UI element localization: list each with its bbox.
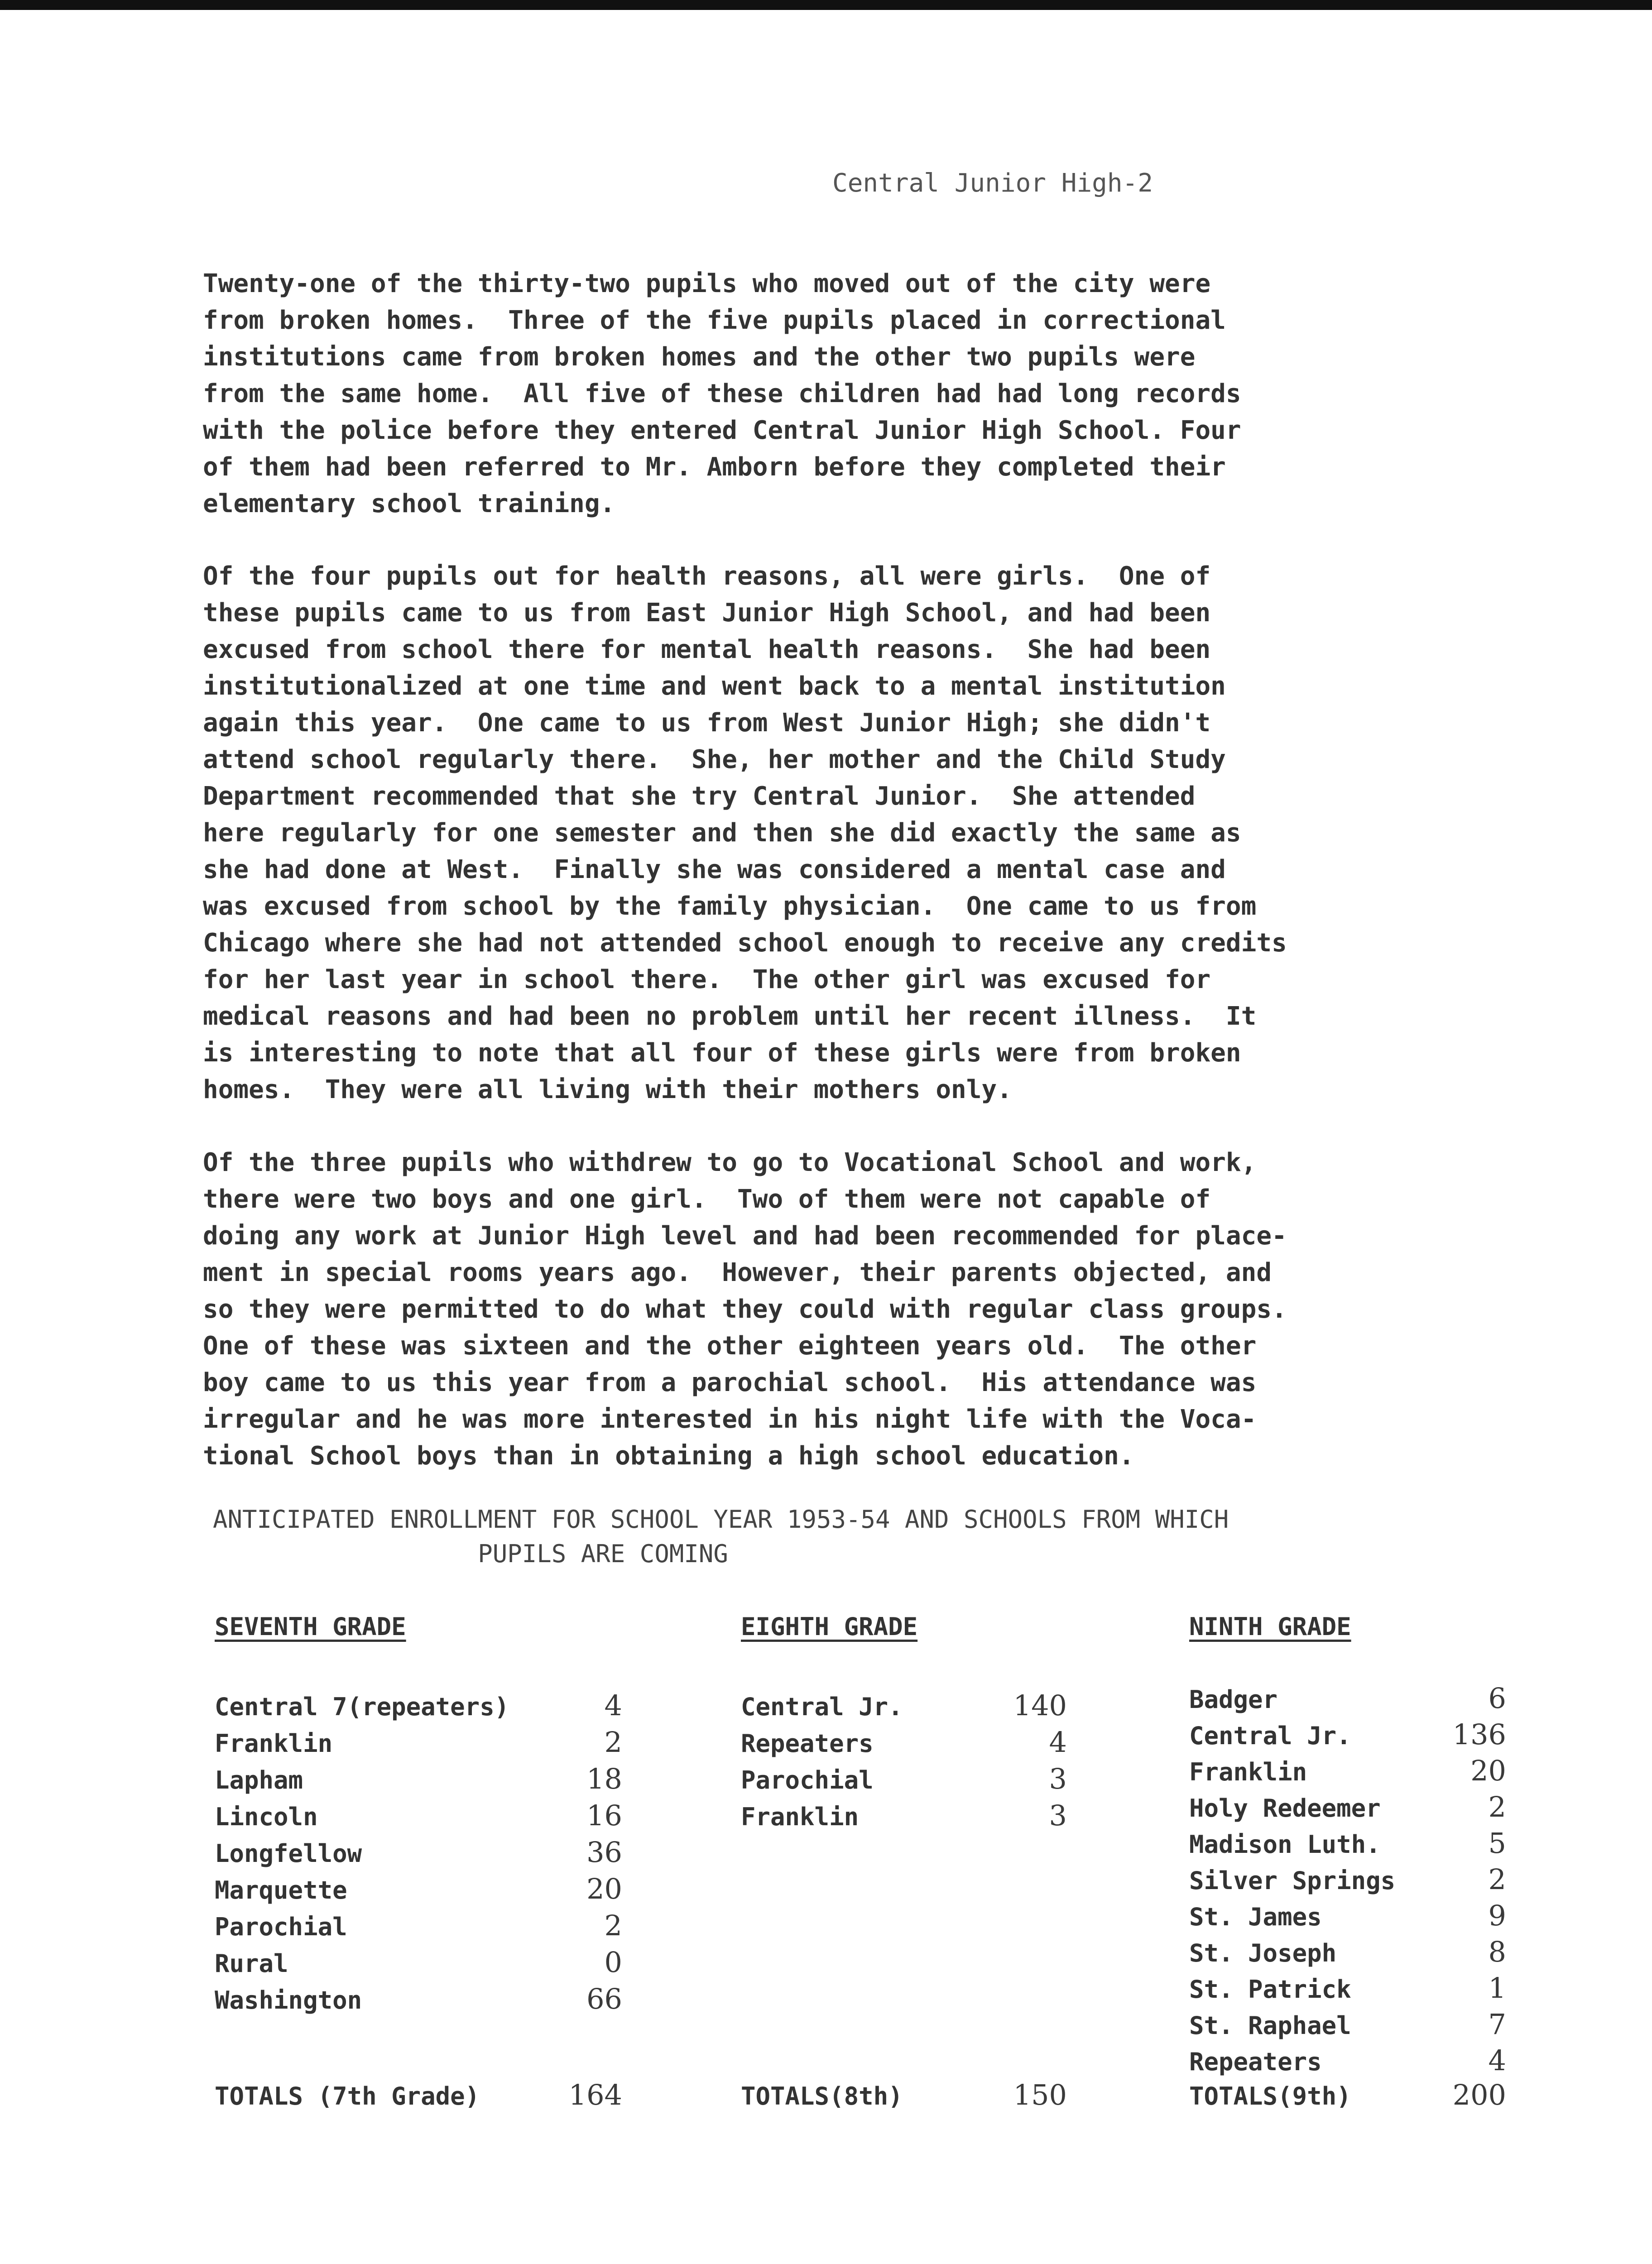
school-name: Franklin (215, 1729, 333, 1758)
ninth-grade-heading: NINTH GRADE (1189, 1612, 1351, 1641)
school-name: Washington (215, 1986, 362, 2015)
total-label: TOTALS (7th Grade) (215, 2082, 480, 2111)
pupil-count: 8 (1488, 1935, 1506, 1968)
seventh-grade-total (215, 2078, 622, 2111)
school-name: Franklin (741, 1803, 859, 1831)
page-header: Central Junior High-2 (832, 168, 1153, 198)
pupil-count: 140 (1013, 1689, 1067, 1722)
pupil-count: 20 (586, 1872, 622, 1905)
enrollment-row (1189, 1899, 1506, 1935)
enrollment-row (1189, 1863, 1506, 1899)
enrollment-row (215, 1799, 622, 1836)
enrollment-row (741, 1689, 1067, 1726)
enrollment-row (1189, 1790, 1506, 1827)
total-label: TOTALS(8th) (741, 2082, 903, 2111)
paragraph-vocational-school: Of the three pupils who withdrew to go to Vocational School and work, there were two boys and one girl. Two of them were not capable of doing any work at Junior High level and had been recommended for place- ment in special rooms years ago. However, their parents objected, and so they were permitted to do what they could with regular class groups. One of these was sixteen and the other eighteen years old. The other boy came to us this year from a parochial school. His attendance was irregular and he was more interested in his night life with the Voca- tional School boys than in obtaining a high school education. (203, 1148, 1287, 1471)
enrollment-row (1189, 2044, 1506, 2080)
pupil-count: 16 (586, 1799, 622, 1832)
school-name: Central 7(repeaters) (215, 1693, 509, 1721)
total-label: TOTALS(9th) (1189, 2082, 1351, 2111)
enrollment-row (1189, 1971, 1506, 2008)
enrollment-row (1189, 1682, 1506, 1718)
school-name: Repeaters (741, 1729, 874, 1758)
enrollment-row (1189, 1754, 1506, 1790)
pupil-count: 3 (1049, 1799, 1067, 1832)
school-name: St. Patrick (1189, 1975, 1351, 2004)
eighth-grade-list (741, 1689, 1067, 1836)
enrollment-row (1189, 1718, 1506, 1754)
pupil-count: 4 (1049, 1726, 1067, 1759)
enrollment-row (215, 1872, 622, 1909)
pupil-count: 2 (604, 1726, 622, 1759)
enrollment-row (215, 1836, 622, 1872)
pupil-count: 136 (1452, 1718, 1506, 1751)
school-name: Rural (215, 1949, 288, 1978)
school-name: Badger (1189, 1685, 1278, 1714)
enrollment-row (215, 1726, 622, 1762)
school-name: Franklin (1189, 1758, 1307, 1786)
paragraph-moved-out: Twenty-one of the thirty-two pupils who moved out of the city were from broken homes. Three of the five pupils placed in correctional institutions came from broken homes and the other two pupils were from the same home. All five of these children had had long records with the police before they entered Central Junior High School. Four of them had been referred to Mr. Amborn before they completed their elementary school training. (203, 269, 1241, 518)
scan-top-border (0, 0, 1652, 10)
school-name: Marquette (215, 1876, 347, 1904)
total-count: 200 (1452, 2078, 1506, 2111)
ninth-grade-list (1189, 1682, 1506, 2080)
pupil-count: 1 (1488, 1971, 1506, 2005)
pupil-count: 2 (1488, 1790, 1506, 1823)
pupil-count: 7 (1488, 2008, 1506, 2041)
school-name: Central Jr. (741, 1693, 903, 1721)
pupil-count: 36 (586, 1836, 622, 1869)
pupil-count: 0 (604, 1946, 622, 1979)
pupil-count: 4 (1488, 2044, 1506, 2077)
enrollment-row (215, 1689, 622, 1726)
eighth-grade-heading: EIGHTH GRADE (741, 1612, 918, 1641)
school-name: Longfellow (215, 1839, 362, 1868)
pupil-count: 9 (1488, 1899, 1506, 1932)
eighth-grade-total (741, 2078, 1067, 2111)
seventh-grade-heading: SEVENTH GRADE (215, 1612, 406, 1641)
school-name: Holy Redeemer (1189, 1794, 1381, 1823)
school-name: St. Joseph (1189, 1939, 1337, 1967)
ninth-grade-total (1189, 2078, 1506, 2111)
school-name: Lincoln (215, 1803, 318, 1831)
school-name: Central Jr. (1189, 1722, 1351, 1750)
school-name: Madison Luth. (1189, 1830, 1381, 1859)
enrollment-row (215, 1982, 622, 2019)
enrollment-row (1189, 1935, 1506, 1971)
enrollment-row (1189, 1827, 1506, 1863)
enrollment-row (741, 1762, 1067, 1799)
enrollment-row (215, 1909, 622, 1946)
total-count: 150 (1013, 2078, 1067, 2111)
pupil-count: 2 (604, 1909, 622, 1942)
school-name: Parochial (741, 1766, 874, 1794)
total-count: 164 (568, 2078, 622, 2111)
enrollment-heading: ANTICIPATED ENROLLMENT FOR SCHOOL YEAR 1953-54 AND SCHOOLS FROM WHICH PUPILS ARE COMING (213, 1505, 1229, 1568)
school-name: Parochial (215, 1913, 347, 1941)
enrollment-row (1189, 2008, 1506, 2044)
school-name: Silver Springs (1189, 1866, 1396, 1895)
enrollment-row (215, 1762, 622, 1799)
pupil-count: 20 (1470, 1754, 1506, 1787)
paragraph-health-reasons: Of the four pupils out for health reasons, all were girls. One of these pupils came to us from East Junior High School, and had been excused from school there for mental health reasons. She had been institutionalized at one time and went back to a mental institution again this year. One came to us from West Junior High; she didn't attend school regularly there. She, her mother and the Child Study Department recommended that she try Central Junior. She attended here regularly for one semester and then she did exactly the same as she had done at West. Finally she was considered a mental case and was excused from school by the family physician. One came to us from Chicago where she had not attended school enough to receive any credits for her last year in school there. The other girl was excused for medical reasons and had been no problem until her recent illness. It is interesting to note that all four of these girls were from broken homes. They were all living with their mothers only. (203, 561, 1287, 1104)
pupil-count: 5 (1488, 1827, 1506, 1860)
pupil-count: 18 (586, 1762, 622, 1795)
pupil-count: 3 (1049, 1762, 1067, 1795)
pupil-count: 4 (604, 1689, 622, 1722)
pupil-count: 6 (1488, 1682, 1506, 1715)
enrollment-row (741, 1726, 1067, 1762)
enrollment-row (741, 1799, 1067, 1836)
school-name: St. Raphael (1189, 2011, 1351, 2040)
school-name: Repeaters (1189, 2048, 1322, 2076)
pupil-count: 2 (1488, 1863, 1506, 1896)
school-name: St. James (1189, 1903, 1322, 1931)
enrollment-row (215, 1946, 622, 1982)
seventh-grade-list (215, 1689, 622, 2019)
school-name: Lapham (215, 1766, 303, 1794)
pupil-count: 66 (586, 1982, 622, 2015)
